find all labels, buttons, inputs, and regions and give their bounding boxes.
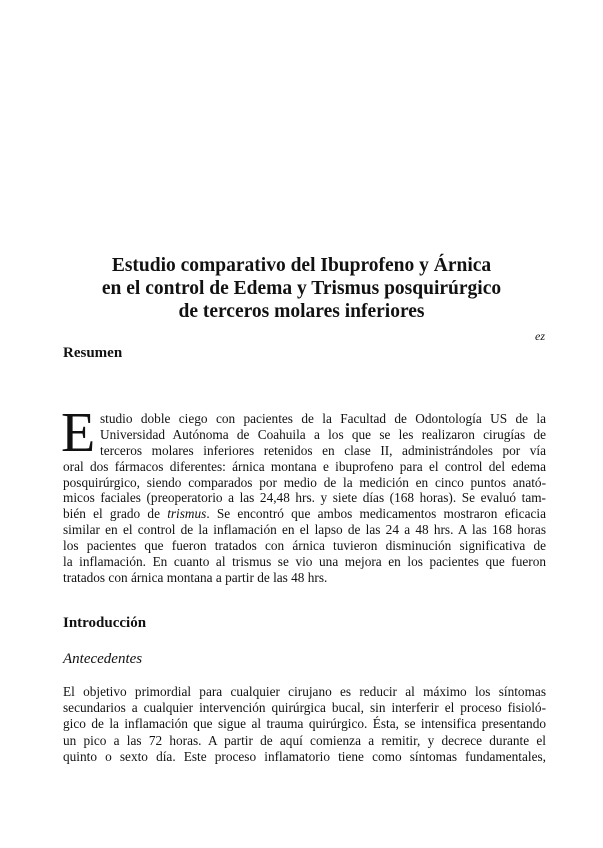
title-line-1: Estudio comparativo del Ibuprofeno y Árnica [111, 255, 492, 276]
abstract-line [63, 506, 546, 522]
abstract-line: posquirúrgico, siendo comparados por medio de la medición en cinco puntos anató- [63, 474, 546, 490]
abstract-paragraph [61, 402, 546, 586]
body-line: gico de la inflamación que sigue al trauma quirúrgico. Ésta, se intensifica presentando [63, 716, 546, 732]
body-line: secundarios a cualquier intervención quirúrgica bucal, sin interferir el proceso fisioló- [63, 700, 546, 716]
abstract-line-part: bién el grado de [63, 506, 168, 522]
body-line: El objetivo primordial para cualquier cirujano es reducir al máximo los síntomas [63, 684, 546, 699]
drop-cap: E [61, 402, 96, 464]
abstract-line: oral dos fármacos diferentes: árnica montana e ibuprofeno para el control del edema [63, 458, 546, 474]
abstract-line: similar en el control de la inflamación en el lapso de las 24 a 48 hrs. A las 168 horas [63, 522, 546, 538]
abstract-line: Universidad Autónoma de Coahuila a los que se les realizaron cirugías de [100, 426, 546, 442]
abstract-line-part: . Se encontró que ambos medicamentos mostraron eficacia [206, 506, 546, 522]
abstract-line: terceros molares inferiores retenidos en clase II, administrándoles por vía [100, 442, 546, 458]
antecedentes-heading: Antecedentes [63, 651, 143, 667]
abstract-line: micos faciales (preoperatorio a las 24,48 hrs. y siete días (168 horas). Se evaluó tam- [63, 490, 546, 506]
body-line: un pico a las 72 horas. A partir de aquí comienza a remitir, y decrece durante el [63, 732, 546, 748]
article-title [60, 254, 543, 323]
abstract-line: los pacientes que fueron tratados con árnica tuvieron disminución significativa de [63, 538, 546, 554]
abstract-line: tratados con árnica montana a partir de las 48 hrs. [63, 569, 328, 585]
title-line-2: en el control de Edema y Trismus posquirúrgico [101, 278, 502, 299]
abstract-line: la inflamación. En cuanto al trismus se vio una mejora en los pacientes que fueron [63, 554, 546, 570]
resumen-heading: Resumen [63, 345, 123, 361]
title-line-3: de terceros molares inferiores [178, 301, 425, 322]
introduccion-heading: Introducción [63, 615, 147, 631]
body-paragraph [63, 684, 546, 765]
author-fragment: ez [535, 329, 545, 343]
body-line: quinto o sexto día. Este proceso inflamatorio tiene como síntomas fundamentales, [63, 748, 546, 764]
abstract-italic-term: trismus [167, 506, 207, 522]
abstract-line: studio doble ciego con pacientes de la Facultad de Odontología US de la [100, 411, 546, 426]
